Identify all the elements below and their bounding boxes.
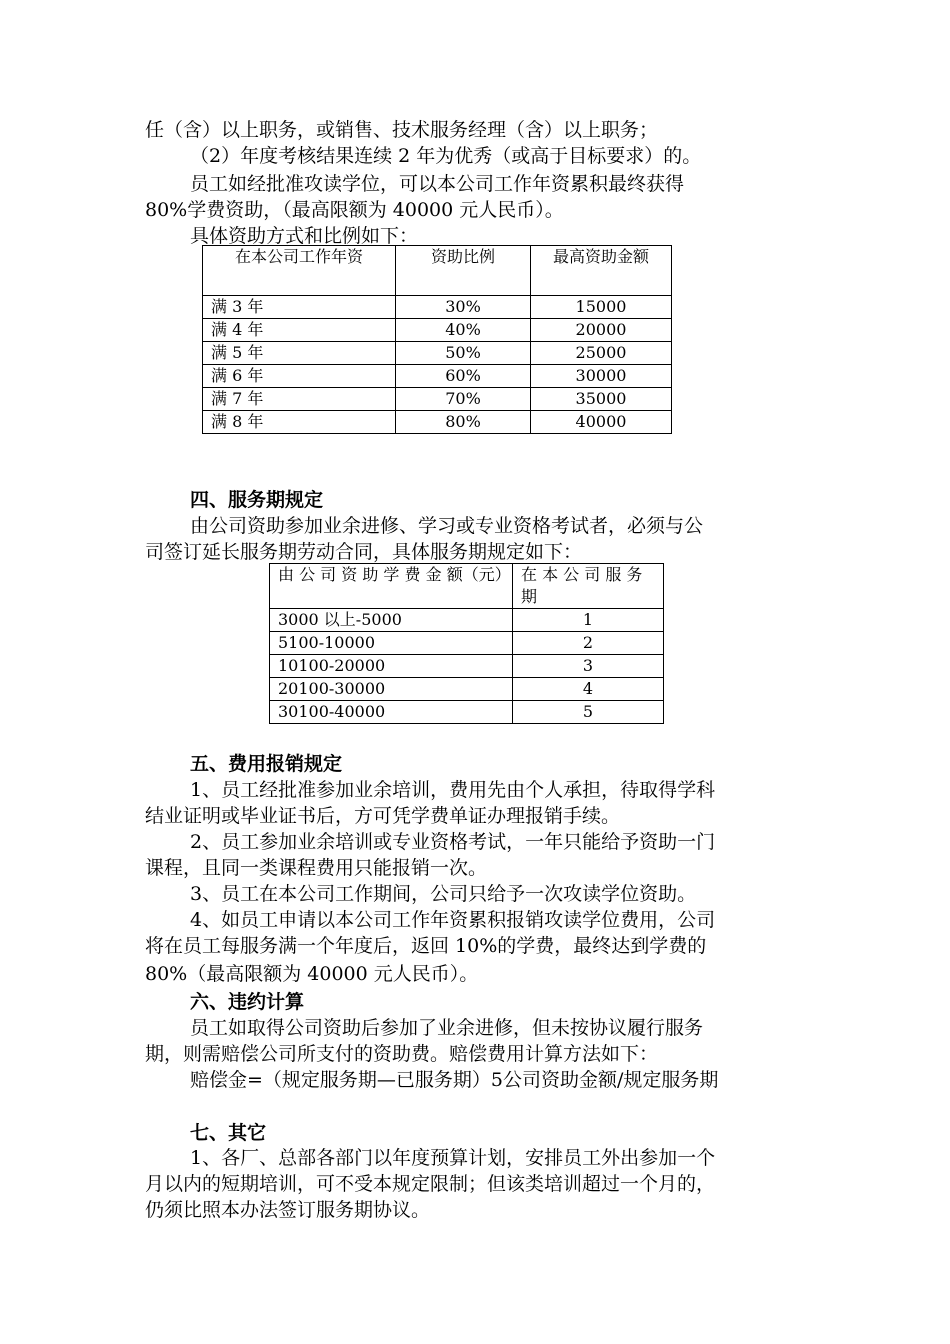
paragraph-line: 员工如取得公司资助后参加了业余进修，但未按协议履行服务 (190, 1017, 704, 1039)
paragraph-line: 期，则需赔偿公司所支付的资助费。赔偿费用计算方法如下： (145, 1043, 659, 1065)
table-cell: 30100-40000 (270, 701, 513, 724)
table-cell: 15000 (531, 296, 672, 319)
column-header: 资助比例 (396, 246, 531, 296)
table-row (270, 632, 664, 655)
table-cell: 2 (513, 632, 664, 655)
section-title: 四、服务期规定 (190, 489, 324, 511)
table-cell: 25000 (531, 342, 672, 365)
table-cell: 3000 以上-5000 (270, 609, 513, 632)
paragraph-line: 4、如员工申请以本公司工作年资累积报销攻读学位费用，公司 (190, 909, 716, 931)
column-header: 在 本 公 司 服 务期 (513, 564, 664, 609)
table-cell: 80% (396, 411, 531, 434)
table-cell: 满 8 年 (203, 411, 396, 434)
paragraph-line: 仍须比照本办法签订服务期协议。 (145, 1199, 431, 1221)
table-cell: 满 3 年 (203, 296, 396, 319)
section-title: 五、费用报销规定 (190, 753, 343, 775)
table-cell: 40000 (531, 411, 672, 434)
section-title: 七、其它 (190, 1122, 267, 1144)
table-cell: 50% (396, 342, 531, 365)
table-cell: 20100-30000 (270, 678, 513, 701)
table-row (203, 319, 672, 342)
column-header: 由 公 司 资 助 学 费 金 额（元） (270, 564, 513, 609)
table-cell: 5 (513, 701, 664, 724)
table-cell: 满 6 年 (203, 365, 396, 388)
table-header-row (203, 246, 672, 296)
table-row (203, 342, 672, 365)
service-period-table (269, 563, 664, 724)
table-cell: 30% (396, 296, 531, 319)
paragraph-line: （2）年度考核结果连续 2 年为优秀（或高于目标要求）的。 (190, 145, 702, 167)
paragraph-line: 80%学费资助，（最高限额为 40000 元人民币）。 (145, 199, 564, 221)
table-cell: 70% (396, 388, 531, 411)
table-cell: 40% (396, 319, 531, 342)
paragraph-line: 80%（最高限额为 40000 元人民币）。 (145, 963, 479, 985)
table-row (203, 411, 672, 434)
table-row (270, 678, 664, 701)
table-cell: 3 (513, 655, 664, 678)
paragraph-line: 1、员工经批准参加业余培训，费用先由个人承担，待取得学科 (190, 779, 716, 801)
paragraph-line: 结业证明或毕业证书后，方可凭学费单证办理报销手续。 (145, 805, 621, 827)
table-row (270, 655, 664, 678)
section-title: 六、违约计算 (190, 991, 305, 1013)
table-row (270, 609, 664, 632)
table-cell: 满 4 年 (203, 319, 396, 342)
table-cell: 4 (513, 678, 664, 701)
paragraph-line: 3、员工在本公司工作期间，公司只给予一次攻读学位资助。 (190, 883, 697, 905)
table-cell: 满 5 年 (203, 342, 396, 365)
paragraph-line: 员工如经批准攻读学位，可以本公司工作年资累积最终获得 (190, 173, 685, 195)
table-row (203, 365, 672, 388)
table-cell: 1 (513, 609, 664, 632)
paragraph-line: 将在员工每服务满一个年度后，返回 10%的学费，最终达到学费的 (145, 935, 707, 957)
table-cell: 35000 (531, 388, 672, 411)
column-header: 在本公司工作年资 (203, 246, 396, 296)
paragraph-line: 1、各厂、总部各部门以年度预算计划，安排员工外出参加一个 (190, 1147, 716, 1169)
paragraph-line: 司签订延长服务期劳动合同，具体服务期规定如下： (145, 541, 583, 563)
table-cell: 满 7 年 (203, 388, 396, 411)
table-cell: 10100-20000 (270, 655, 513, 678)
paragraph-line: 由公司资助参加业余进修、学习或专业资格考试者，必须与公 (190, 515, 704, 537)
paragraph-line: 任（含）以上职务，或销售、技术服务经理（含）以上职务； (145, 119, 659, 141)
column-header: 最高资助金额 (531, 246, 672, 296)
paragraph-line: 月以内的短期培训，可不受本规定限制；但该类培训超过一个月的， (145, 1173, 716, 1195)
funding-ratio-table (202, 245, 672, 434)
table-row (203, 388, 672, 411)
table-header-row (270, 564, 664, 609)
table-cell: 60% (396, 365, 531, 388)
table-cell: 30000 (531, 365, 672, 388)
paragraph-line: 赔偿金=（规定服务期—已服务期）5公司资助金额/规定服务期 (190, 1069, 719, 1091)
paragraph-line: 课程，且同一类课程费用只能报销一次。 (145, 857, 488, 879)
table-row (270, 701, 664, 724)
table-cell: 5100-10000 (270, 632, 513, 655)
table-cell: 20000 (531, 319, 672, 342)
paragraph-line: 2、员工参加业余培训或专业资格考试，一年只能给予资助一门 (190, 831, 716, 853)
paragraph-line: 具体资助方式和比例如下： (190, 225, 419, 247)
table-row (203, 296, 672, 319)
